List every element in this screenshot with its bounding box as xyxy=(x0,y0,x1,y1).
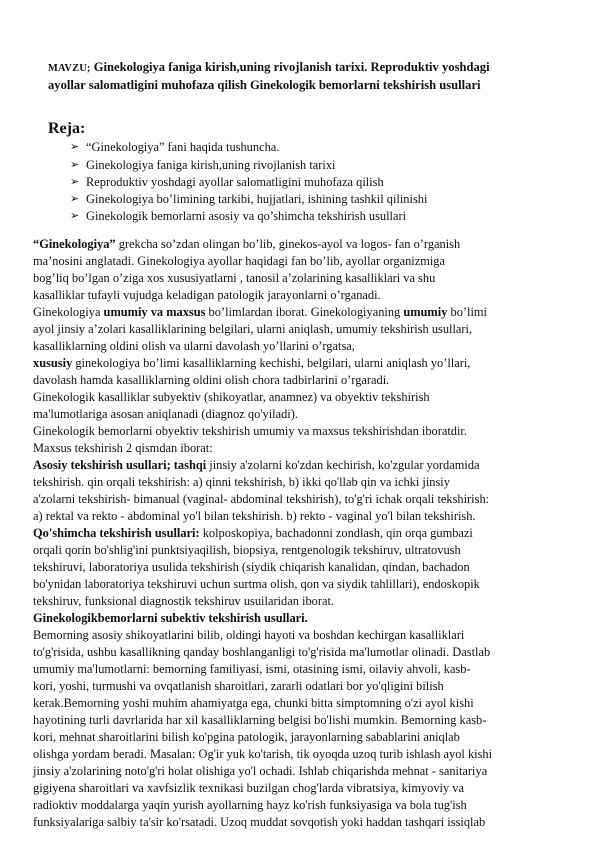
body-line: xususiy ginekologiya bo’limi kasalliklarning kechishi, belgilari, ularni aniqlash yo’llari, xyxy=(33,356,471,370)
plan-heading: Reja: xyxy=(48,120,86,137)
document-title xyxy=(48,60,490,76)
body-line: Maxsus tekshirish 2 qismdan iborat: xyxy=(33,441,213,455)
arrow-bullet-icon: ➢ xyxy=(70,176,80,188)
body-line: hayotining turli davrlarida har xil kasalliklarning belgisi bo'lishi mumkin. Bemorning kasb- xyxy=(33,713,487,727)
body-line: kasalliklarning oldini olish va ularni davolash yo’llarini o’rgatsa, xyxy=(33,339,355,353)
body-line: Ginekologik bemorlarni obyektiv tekshirish umumiy va maxsus tekshirishdan iboratdir. xyxy=(33,424,467,438)
body-line: Ginekologiya umumiy va maxsus bo’limlardan iborat. Ginekologiyaning umumiy bo’limi xyxy=(33,305,487,319)
body-line: tekshiruvi, laboratoriya usulida tekshirish (siydik chiqarish kanalidan, qindan, bachadon xyxy=(33,560,470,574)
body-line: a'zolarni tekshirish- bimanual (vaginal- abdominal tekshirish), to'g'ri ichak orqali tekshirish: xyxy=(33,492,490,506)
body-line: Qo'shimcha tekshirish usullari: kolposkopiya, bachadonni zondlash, qin orqa gumbazi xyxy=(33,526,473,540)
body-line: Ginekologik kasalliklar subyektiv (shikoyatlar, anamnez) va obyektiv tekshirish xyxy=(33,390,430,404)
body-line: a) rektal va rekto - abdominal yo'l bilan tekshirish. b) rekto - vaginal yo'l bilan tekshirish. xyxy=(33,509,476,523)
body-line: funksiyalariga salbiy ta'sir ko'rsatadi. Uzoq muddat sovqotish yoki haddan tashqari issiqlab xyxy=(33,815,486,829)
title-line-1: Ginekologiya faniga kirish,uning rivojlanish tarixi. Reproduktiv yoshdagi xyxy=(90,60,490,74)
body-line: Asosiy tekshirish usullari; tashqi jinsiy a'zolarni ko'zdan kechirish, ko'zgular yordamida xyxy=(33,458,480,472)
arrow-bullet-icon: ➢ xyxy=(70,193,80,205)
body-line: orqali qorin bo'shlig'ini punktsiyaqilish, biopsiya, rentgenologik tekshiruv, ultratovush xyxy=(33,543,461,557)
mavzu-label: MAVZU; xyxy=(48,63,91,74)
arrow-bullet-icon: ➢ xyxy=(70,159,80,171)
arrow-bullet-icon: ➢ xyxy=(70,141,80,153)
body-line: bo'ynidan laboratoriya tekshiruvi uchun surtma olish, qon va siydik tahlillari), endoskopik xyxy=(33,577,480,591)
body-line: tekshiruv, funksional diagnostik tekshiruv usuilaridan iborat. xyxy=(33,594,334,608)
plan-item-text: Ginekologiya faniga kirish,uning rivojlanish tarixi xyxy=(86,158,336,172)
body-line: ma’nosini anglatadi. Ginekologiya ayollar haqidagi fan bo’lib, ayollar organizmiga xyxy=(33,254,445,268)
body-line: olishga yordam beradi. Masalan: Og'ir yuk ko'tarish, tik oyoqda uzoq turib ishlash ayol kishi xyxy=(33,747,493,761)
title-line-2: ayollar salomatligini muhofaza qilish Ginekologik bemorlarni tekshirish usullari xyxy=(48,78,481,92)
body-line: ayol jinsiy a’zolari kasalliklarining belgilari, ularni aniqlash, umumiy tekshirish usullari, xyxy=(33,322,473,336)
plan-item-text: “Ginekologiya” fani haqida tushuncha. xyxy=(86,140,280,154)
body-line: bog’liq bo’lgan o’ziga xos xususiyatlarni , tanosil a’zolarining kasalliklari va shu xyxy=(33,271,436,285)
plan-item-text: Ginekologik bemorlarni asosiy va qo’shimcha tekshirish usullari xyxy=(86,209,407,223)
section-heading: Ginekologikbemorlarni subektiv tekshirish usullari. xyxy=(33,611,308,625)
body-line: Bemorning asosiy shikoyatlarini bilib, oldingi hayoti va boshdan kechirgan kasalliklari xyxy=(33,628,465,642)
body-line: “Ginekologiya” grekcha so’zdan olingan bo’lib, ginekos-ayol va logos- fan o’rganish xyxy=(33,237,461,251)
body-line: radioktiv moddalarga yaqin yurish ayollarning hayz ko'rish funksiyasiga va bola tug'ish xyxy=(33,798,467,812)
body-line: umumiy ma'lumotlarni: bemorning familiyasi, ismi, otasining ismi, oilaviy ahvoli, kasb- xyxy=(33,662,471,676)
body-line: jinsiy a'zolarining noto'g'ri holat olishiga yo'l ochadi. Ishlab chiqarishda mehnat - sanitariya xyxy=(33,764,488,778)
body-line: to'g'risida, ushbu kasallikning qanday boshlanganligi to'g'risida ma'lumotlar olinadi. Dastlab xyxy=(33,645,491,659)
term-ginekologiya: “Ginekologiya” xyxy=(33,237,116,251)
plan-item-text: Ginekologiya bo’limining tarkibi, hujjatlari, ishining tashkil qilinishi xyxy=(86,192,428,206)
body-line: kerak.Bemorning yoshi muhim ahamiyatga ega, chunki bitta simptomning o'zi ayol kishi xyxy=(33,696,474,710)
body-line: gigiyena sharoitlari va xavfsizlik texnikasi buzilgan chog'larda vibratsiya, kimyoviy va xyxy=(33,781,464,795)
body-line: kasalliklar tufayli vujudga keladigan patologik jarayonlarni o’rganadi. xyxy=(33,288,381,302)
body-line: kori, yoshi, turmushi va ovqatlanish sharoitlari, zararli odatlari bor yo'qligini bilish xyxy=(33,679,444,693)
body-line: ma'lumotlariga asosan aniqlanadi (diagnoz qo'yiladi). xyxy=(33,407,298,421)
body-line: kori, mehnat sharoitlarini bilish ko'pgina patologik, jarayonlarning sabablarini aniqlab xyxy=(33,730,460,744)
arrow-bullet-icon: ➢ xyxy=(70,210,80,222)
plan-item-text: Reproduktiv yoshdagi ayollar salomatligini muhofaza qilish xyxy=(86,175,384,189)
body-line: davolash hamda kasalliklarning oldini olish chora tadbirlarini o’rgaradi. xyxy=(33,373,390,387)
body-line: tekshirish. qin orqali tekshirish: a) qinni tekshirish, b) ikki qo'llab qin va ichki jinsiy xyxy=(33,475,450,489)
